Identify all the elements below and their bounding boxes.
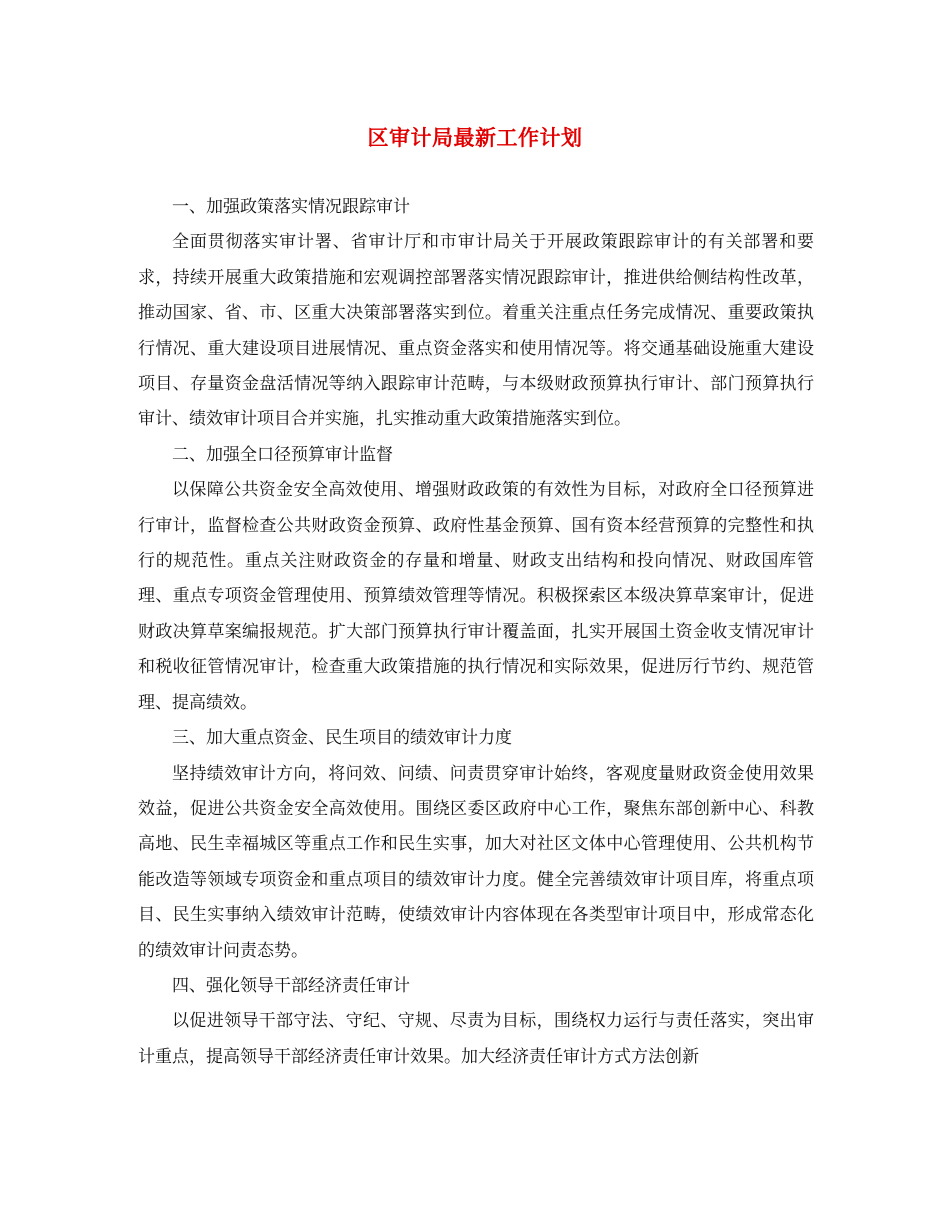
section-heading-4: 四、强化领导干部经济责任审计 <box>172 975 410 996</box>
document-title: 区审计局最新工作计划 <box>367 125 583 150</box>
section-paragraph-1: 全面贯彻落实审计署、省审计厅和市审计局关于开展政策跟踪审计的有关部署和要求，持续开展重大政策措施和宏观调控部署落实情况跟踪审计，推进供给侧结构性改革，推动国家、省、市、区重大决策部署落实到位。着重关注重点任务完成情况、重要政策执行情况、重大建设项目进展情况、重点资金落实和使用情况等。将交通基础设施重大建设项目、存量资金盘活情况等纳入跟踪审计范畴，与本级财政预算执行审计、部门预算执行审计、绩效审计项目合并实施，扎实推动重大政策措施落实到位。 <box>138 232 814 430</box>
document-body <box>138 190 814 1075</box>
section-paragraph-3: 坚持绩效审计方向，将问效、问绩、问责贯穿审计始终，客观度量财政资金使用效果效益，促进公共资金安全高效使用。围绕区委区政府中心工作，聚焦东部创新中心、科教高地、民生幸福城区等重点工作和民生实事，加大对社区文体中心管理使用、公共机构节能改造等领域专项资金和重点项目的绩效审计力度。健全完善绩效审计项目库，将重点项目、民生实事纳入绩效审计范畴，使绩效审计内容体现在各类型审计项目中，形成常态化的绩效审计问责态势。 <box>138 763 814 961</box>
section-paragraph-2: 以保障公共资金安全高效使用、增强财政政策的有效性为目标，对政府全口径预算进行审计，监督检查公共财政资金预算、政府性基金预算、国有资本经营预算的完整性和执行的规范性。重点关注财政资金的存量和增量、财政支出结构和投向情况、财政国库管理、重点专项资金管理使用、预算绩效管理等情况。积极探索区本级决算草案审计，促进财政决算草案编报规范。扩大部门预算执行审计覆盖面，扎实开展国土资金收支情况审计和税收征管情况审计，检查重大政策措施的执行情况和实际效果，促进厉行节约、规范管理、提高绩效。 <box>138 480 814 713</box>
section-heading-2: 二、加强全口径预算审计监督 <box>172 444 393 465</box>
section-paragraph-4: 以促进领导干部守法、守纪、守规、尽责为目标，围绕权力运行与责任落实，突出审计重点，提高领导干部经济责任审计效果。加大经济责任审计方式方法创新 <box>138 1011 814 1067</box>
section-heading-1: 一、加强政策落实情况跟踪审计 <box>172 197 410 217</box>
section-heading-3: 三、加大重点资金、民生项目的绩效审计力度 <box>172 728 512 749</box>
